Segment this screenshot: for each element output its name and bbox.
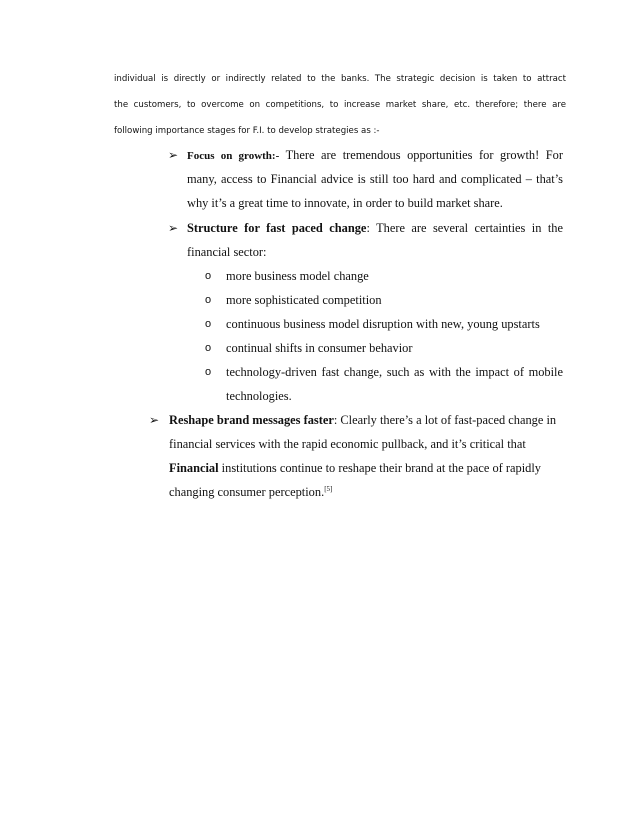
focus-label: Focus on growth:- <box>187 150 280 162</box>
circle-bullet-icon: o <box>205 294 212 306</box>
focus-text-1: There are tremendous opportunities for growth! For <box>285 148 563 162</box>
sub-item: continual shifts in consumer behavior <box>226 341 413 355</box>
structure-text-1: : There are several certainties in the <box>366 221 563 235</box>
intro-line-2: the customers, to overcome on competitions, to increase market share, etc. therefore; there are <box>114 100 566 110</box>
intro-line-1: individual is directly or indirectly related to the banks. The strategic decision is taken to attract <box>114 74 566 84</box>
circle-bullet-icon: o <box>205 318 212 330</box>
reshape-line-2: financial services with the rapid economic pullback, and it’s critical that <box>169 437 526 451</box>
focus-line-3: why it’s a great time to innovate, in order to build market share. <box>187 196 503 210</box>
structure-label: Structure for fast paced change <box>187 221 367 235</box>
focus-line-2: many, access to Financial advice is still too hard and complicated – that’s <box>187 172 563 186</box>
arrow-bullet-icon: ➢ <box>149 413 160 427</box>
arrow-bullet-icon: ➢ <box>168 148 179 162</box>
sub-item: more business model change <box>226 269 369 283</box>
sub-item: continuous business model disruption with new, young upstarts <box>226 317 540 331</box>
reshape-line-1 <box>169 408 569 432</box>
structure-line-1 <box>187 216 563 240</box>
intro-line-3: following importance stages for F.I. to develop strategies as :- <box>114 126 380 136</box>
focus-line-1 <box>187 143 563 168</box>
circle-bullet-icon: o <box>205 270 212 282</box>
citation-ref[interactable]: [5] <box>324 484 333 493</box>
sub-item: more sophisticated competition <box>226 293 382 307</box>
structure-line-2: financial sector: <box>187 245 267 259</box>
sub-item: technology-driven fast change, such as with the impact of mobile <box>226 365 563 379</box>
reshape-text-3: institutions continue to reshape their brand at the pace of rapidly <box>218 461 541 475</box>
reshape-label: Reshape brand messages faster <box>169 413 334 427</box>
reshape-text-4: changing consumer perception. <box>169 485 325 499</box>
reshape-bold-word: Financial <box>169 461 219 475</box>
reshape-line-4 <box>169 480 569 504</box>
reshape-line-3 <box>169 456 569 480</box>
arrow-bullet-icon: ➢ <box>168 221 179 235</box>
circle-bullet-icon: o <box>205 366 212 378</box>
circle-bullet-icon: o <box>205 342 212 354</box>
sub-item-continuation: technologies. <box>226 389 292 403</box>
reshape-text-1: : Clearly there’s a lot of fast-paced change in <box>333 413 557 427</box>
